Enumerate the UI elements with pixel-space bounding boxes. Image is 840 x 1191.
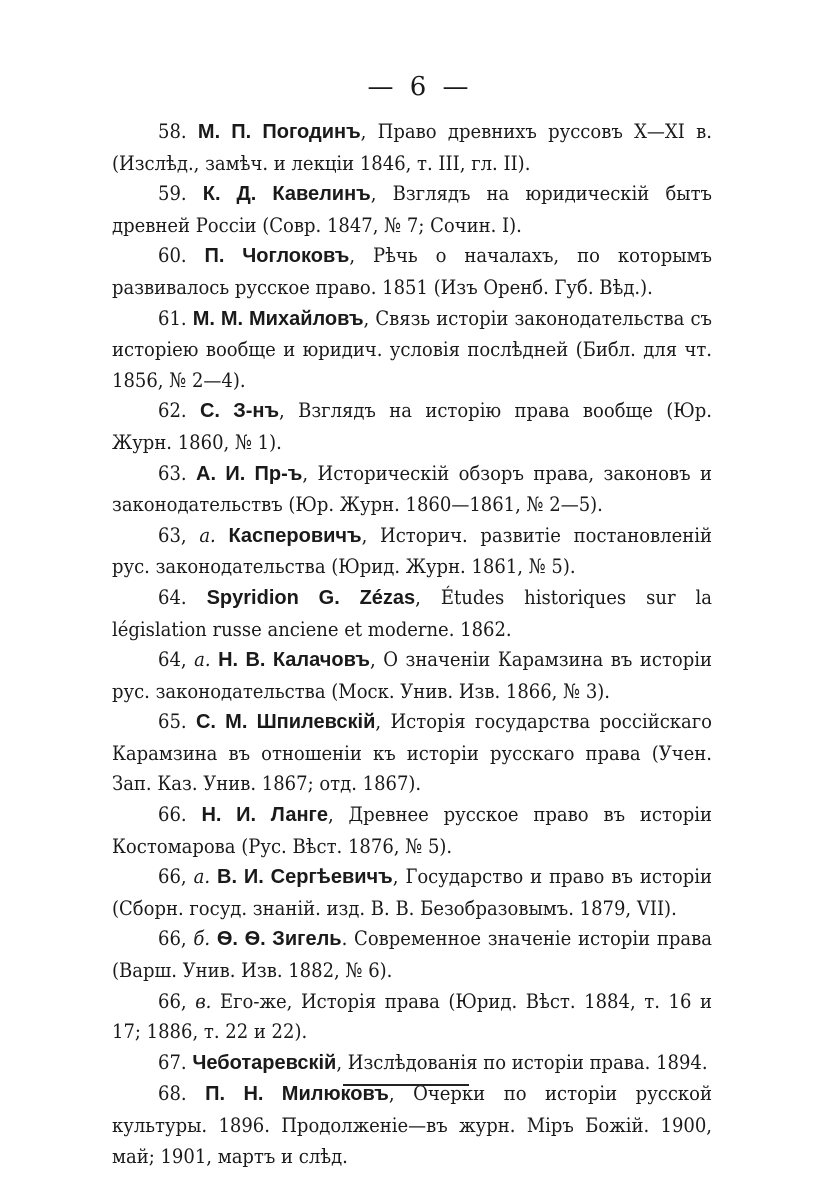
- entry-number: 62.: [158, 398, 187, 423]
- bibliography-entry: [112, 582, 712, 644]
- bibliography-entry: [112, 1047, 712, 1079]
- bibliography-entry: [112, 644, 712, 706]
- entry-author: С. З-нъ: [199, 400, 280, 423]
- entry-subletter: а.: [199, 522, 216, 547]
- bibliography-entry: [112, 178, 712, 240]
- bibliography-entry: [112, 706, 712, 799]
- entry-author: Н. И. Ланге: [201, 804, 328, 827]
- entry-text: , Исторія государства россійскаго Карамзина въ отношеніи къ исторіи русскаго права (Учен. Зап. Каз. Унив. 1867; отд. 1867).: [112, 709, 712, 796]
- entry-text: , Взглядъ на юридическій бытъ древней Россіи (Совр. 1847, № 7; Сочин. I).: [112, 181, 713, 237]
- entry-author: М. П. Погодинъ: [197, 121, 361, 143]
- end-rule: [343, 1084, 469, 1086]
- entry-number: 66.: [158, 802, 187, 827]
- entry-text: , Изслѣдованія по исторіи права. 1894.: [336, 1049, 708, 1074]
- entry-number: 65.: [158, 709, 187, 734]
- entry-number: 64.: [158, 584, 187, 609]
- bibliography-entry: [112, 986, 712, 1047]
- entry-text: , Древнее русское право въ исторіи Костомарова (Рус. Вѣст. 1876, № 5).: [112, 802, 712, 858]
- entry-text: , О значеніи Карамзина въ исторіи рус. законодательства (Моск. Унив. Изв. 1866, № 3).: [112, 647, 712, 703]
- entry-number: 63,: [158, 522, 187, 547]
- entry-number: 66,: [158, 864, 187, 889]
- entry-number: 66,: [158, 926, 187, 951]
- entry-author: М. М. Михайловъ: [192, 307, 364, 330]
- entry-text: , Историч. развитіе постановленій рус. законодательства (Юрид. Журн. 1861, № 5).: [112, 522, 712, 579]
- entry-author: Чеботаревскій: [192, 1051, 337, 1074]
- bibliography-entry: [112, 240, 712, 302]
- entry-text: , Связь исторіи законодательства съ исторіею вообще и юридич. условія послѣдней (Библ. для чт. 1856, № 2—4).: [112, 305, 713, 392]
- entry-author: А. И. Пр-ъ: [196, 462, 303, 485]
- bibliography-entry: [112, 303, 712, 396]
- entry-text: , Историческій обзоръ права, законовъ и законодательствъ (Юр. Журн. 1860—1861, № 2—5).: [112, 460, 712, 517]
- entry-number: 63.: [158, 460, 187, 485]
- entry-text: Его-же, Исторія права (Юрид. Вѣст. 1884, т. 16 и 17; 1886, т. 22 и 22).: [112, 988, 712, 1044]
- bibliography-entry: [112, 116, 712, 178]
- entry-number: 58.: [158, 119, 187, 143]
- entry-author: Н. В. Калачовъ: [218, 649, 370, 672]
- entry-author: С. М. Шпилевскій: [195, 711, 376, 734]
- entry-number: 68.: [158, 1081, 187, 1106]
- bibliography-entry: [112, 458, 712, 520]
- entry-author: Spyridion G. Zézas: [206, 586, 416, 609]
- entry-author: П. Н. Милюковъ: [205, 1083, 389, 1106]
- entry-text: , Études historiques sur la législation russe anciene et moderne. 1862.: [112, 584, 712, 641]
- entry-text: , Взглядъ на исторію права вообще (Юр. Журн. 1860, № 1).: [112, 398, 713, 454]
- page-number: — 6 —: [367, 72, 473, 102]
- entry-author: Ѳ. Ѳ. Зигель: [216, 928, 342, 951]
- bibliography-entry: [112, 923, 712, 985]
- entry-text: , Очерки по исторіи русской культуры. 1896. Продолженіе—въ журн. Міръ Божій. 1900, май; 1901, мартъ и слѣд.: [112, 1081, 713, 1168]
- entry-subletter: а.: [193, 864, 211, 889]
- entry-author: К. Д. Кавелинъ: [202, 183, 371, 206]
- entry-subletter: а.: [194, 647, 211, 672]
- entry-author: В. И. Сергѣевичъ: [217, 866, 393, 889]
- bibliography-list: [112, 116, 712, 1171]
- entry-text: , Государство и право въ исторіи (Сборн. госуд. знаній. изд. В. В. Безобразовымъ. 1879, VII).: [112, 864, 712, 920]
- bibliography-entry: [112, 1078, 712, 1171]
- entry-author: Касперовичъ: [228, 524, 362, 547]
- bibliography-entry: [112, 395, 712, 457]
- entry-number: 67.: [158, 1049, 187, 1074]
- entry-number: 60.: [158, 243, 187, 268]
- bibliography-entry: [112, 520, 712, 582]
- entry-text: . Современное значеніе исторіи права (Варш. Унив. Изв. 1882, № 6).: [112, 926, 712, 983]
- entry-text: , Право древнихъ руссовъ X—XI в. (Изслѣд., замѣч. и лекціи 1846, т. III, гл. II).: [112, 119, 712, 175]
- entry-text: , Рѣчь о началахъ, по которымъ развивалось русское право. 1851 (Изъ Оренб. Губ. Вѣд.).: [112, 243, 712, 299]
- entry-author: П. Чоглоковъ: [204, 245, 350, 268]
- entry-number: 66,: [158, 988, 187, 1013]
- bibliography-entry: [112, 861, 712, 923]
- entry-subletter: в.: [195, 988, 212, 1013]
- entry-number: 64,: [158, 647, 187, 672]
- entry-number: 61.: [158, 305, 187, 330]
- entry-subletter: б.: [193, 926, 211, 951]
- bibliography-entry: [112, 799, 712, 861]
- entry-number: 59.: [158, 181, 187, 206]
